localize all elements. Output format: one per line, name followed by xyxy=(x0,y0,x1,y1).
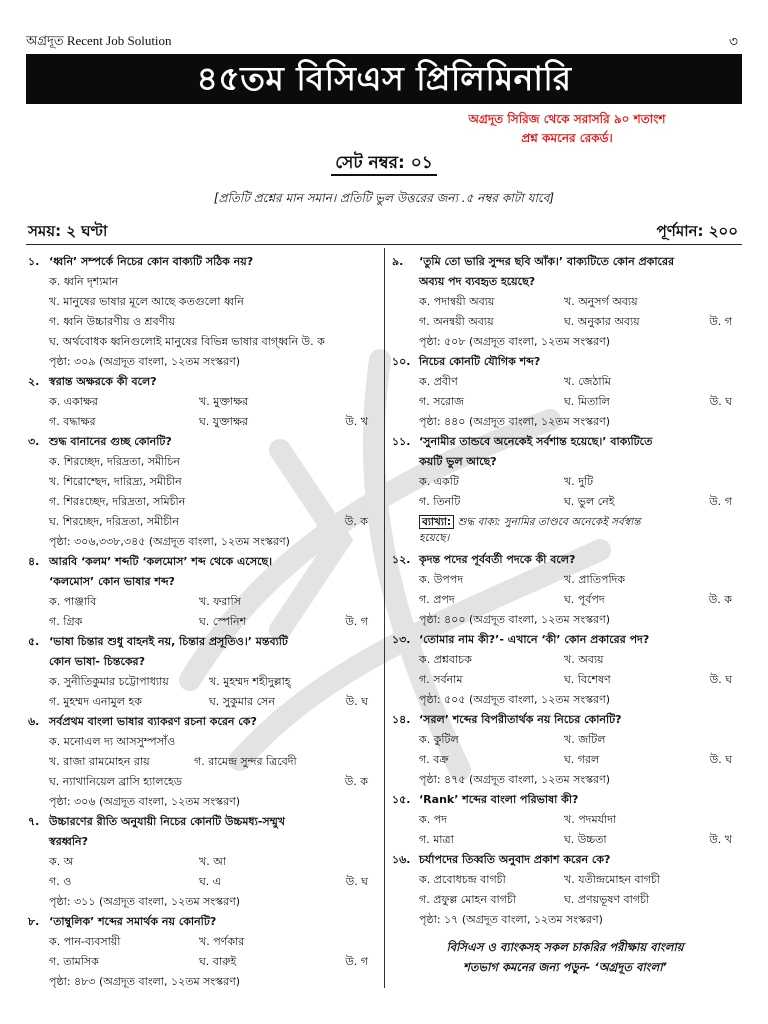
right-column xyxy=(392,252,738,930)
question-number: ১২. xyxy=(392,553,411,566)
page-reference: পৃষ্ঠা: ৪৮৩ (অগ্রদূত বাংলা, ১২তম সংস্করণ) xyxy=(49,975,241,988)
set-number xyxy=(0,150,768,178)
option: গ. তিনটি xyxy=(419,495,461,508)
option: গ. ও xyxy=(49,875,72,888)
question-number: ২. xyxy=(28,375,40,388)
question-text: শুদ্ধ বানানের গুচ্ছ কোনটি? xyxy=(49,435,172,448)
question-9 xyxy=(392,252,738,352)
option: ক. উপপদ xyxy=(419,573,463,586)
question-text: কয়টি ভুল আছে? xyxy=(419,455,497,468)
question-text: ‘ভাষা চিন্তার শুধু বাহনই নয়, চিন্তার প্রসূতিও।’ মন্তব্যটি xyxy=(49,635,288,648)
option: ক. পদান্বয়ী অব্যয় xyxy=(419,295,495,308)
left-column xyxy=(28,252,374,992)
promo-line-2: শতভাগ কমনের জন্য পড়ুন- ‘অগ্রদূত বাংলা’ xyxy=(463,960,667,974)
option: ঘ. গরল xyxy=(564,753,600,766)
page-reference: পৃষ্ঠা: ৫০৫ (অগ্রদূত বাংলা, ১২তম সংস্করণ) xyxy=(419,693,611,706)
question-text: কোন ভাষা- চিন্তকের? xyxy=(49,655,145,668)
promo-line-1: বিসিএস ও ব্যাংকসহ সকল চাকরির পরীক্ষায় বাংলায় xyxy=(446,940,684,954)
page-reference: পৃষ্ঠা: ৩১১ (অগ্রদূত বাংলা, ১২তম সংস্করণ) xyxy=(49,895,241,908)
question-7 xyxy=(28,812,374,912)
question-8 xyxy=(28,912,374,992)
option: খ. অনুসর্গ অব্যয় xyxy=(564,295,638,308)
answer: উ. গ xyxy=(709,495,732,508)
question-text: ‘সুনামীর তান্ডবে অনেকেই সর্বশান্ত হয়েছে।’ বাক্যটিতে xyxy=(419,435,653,448)
option: গ. ধ্বনি উচ্চারণীয় ও শ্রবণীয় xyxy=(49,315,175,328)
question-number: ৪. xyxy=(28,555,40,568)
question-14 xyxy=(392,710,738,790)
question-12 xyxy=(392,550,738,630)
answer: উ. ঘ xyxy=(345,875,368,888)
question-text: ‘তাম্বুলিক’ শব্দের সমার্থক নয় কোনটি? xyxy=(49,915,217,928)
option: গ. প্রফুল্ল মোহন বাগচী xyxy=(419,893,516,906)
question-text: ‘Rank’ শব্দের বাংলা পরিভাষা কী? xyxy=(419,793,579,806)
question-number: ৫. xyxy=(28,635,40,648)
option: গ. সরোজ xyxy=(419,395,464,408)
explanation-text: শুদ্ধ বাক্য: সুনামির তাণ্ডবে অনেকেই সর্বস্বান্ত xyxy=(457,516,641,528)
option: গ. সর্বনাম xyxy=(419,673,463,686)
question-text: সর্বপ্রথম বাংলা ভাষার ব্যাকরণ রচনা করেন কে? xyxy=(49,715,257,728)
question-number: ১৫. xyxy=(392,793,411,806)
option: গ. মাত্রা xyxy=(419,833,454,846)
question-16 xyxy=(392,850,738,930)
option: গ. তামসিক xyxy=(49,955,99,968)
answer: উ. খ xyxy=(345,415,368,428)
option: ক. শিরচ্ছেদ, দরিদ্রতা, সমীচিন xyxy=(49,455,180,468)
option: ক. প্রশ্নবাচক xyxy=(419,653,472,666)
question-11 xyxy=(392,432,738,546)
page-header xyxy=(26,30,742,48)
option: ক. প্রবোধচন্দ্র বাগচী xyxy=(419,873,506,886)
option: গ. শিরঃচ্ছেদ, দরিদ্রতা, সমিচীন xyxy=(49,495,186,508)
option: গ. রামেন্দ্র সুন্দর ত্রিবেদী xyxy=(194,755,297,768)
answer: উ. ক xyxy=(708,593,732,606)
option: গ. অনন্বয়ী অব্যয় xyxy=(419,315,494,328)
question-text: উচ্চারণের রীতি অনুযায়ী নিচের কোনটি উচ্চমধ্য-সম্মুখ xyxy=(49,815,286,828)
option: খ. অব্যয় xyxy=(564,653,604,666)
option: খ. প্রাতিপদিক xyxy=(564,573,626,586)
question-number: ১১. xyxy=(392,435,411,448)
option: খ. জটিল xyxy=(564,733,606,746)
question-text: কৃদন্ত পদের পূর্ববর্তী পদকে কী বলে? xyxy=(419,553,576,566)
option: ক. পাঞ্জাবি xyxy=(49,595,97,608)
option: গ. বদ্ধাক্ষর xyxy=(49,415,96,428)
question-number: ১৬. xyxy=(392,853,411,866)
answer: উ. খ xyxy=(709,833,732,846)
option: খ. দুটি xyxy=(564,475,594,488)
question-2 xyxy=(28,372,374,432)
exam-title-banner: ৪৫তম বিসিএস প্রিলিমিনারি xyxy=(26,54,742,104)
option: ঘ. বারুই xyxy=(199,955,237,968)
question-text: নিচের কোনটি যৌগিক শব্দ? xyxy=(419,355,541,368)
set-number-text: সেট নম্বর: ০১ xyxy=(331,153,437,176)
page-reference: পৃষ্ঠা: ৪০০ (অগ্রদূত বাংলা, ১২তম সংস্করণ) xyxy=(419,613,611,626)
question-15 xyxy=(392,790,738,850)
question-number: ১৩. xyxy=(392,633,411,646)
answer: উ. ক xyxy=(344,775,368,788)
option: খ. মুক্তাক্ষর xyxy=(199,395,249,408)
question-number: ৭. xyxy=(28,815,40,828)
question-3 xyxy=(28,432,374,552)
answer: উ. গ xyxy=(345,955,368,968)
explanation-label: ব্যাখ্যা: xyxy=(419,515,454,529)
explanation xyxy=(419,514,738,546)
question-4 xyxy=(28,552,374,632)
option: ক. পদ xyxy=(419,813,447,826)
option: ক. ধ্বনি দৃশ্যমান xyxy=(49,275,119,288)
option: ঘ. অনুকার অব্যয় xyxy=(564,315,640,328)
option: ঘ. স্পেনিশ xyxy=(199,615,247,628)
option: ঘ. যুক্তাক্ষর xyxy=(199,415,248,428)
option: ক. একটি xyxy=(419,475,459,488)
option: ক. মনোএল দ্য আসসুম্পসাঁও xyxy=(49,735,176,748)
option: ক. একাক্ষর xyxy=(49,395,98,408)
column-divider xyxy=(384,248,385,988)
option: গ. গ্রিক xyxy=(49,615,83,628)
question-number: ১. xyxy=(28,255,40,268)
option: খ. পর্ণকার xyxy=(199,935,245,948)
option: গ. মুহম্মদ এনামুল হক xyxy=(49,695,142,708)
instruction: [প্রতিটি প্রশ্নের মান সমান। প্রতিটি ভুল উত্তরের জন্য .৫ নম্বর কাটা যাবে] xyxy=(213,191,555,205)
answer: উ. ঘ xyxy=(345,695,368,708)
option: ঘ. অর্থবোধক ধ্বনিগুলোই মানুষের বিভিন্ন ভাষার বাগ্‌ধ্বনি উ. ক xyxy=(49,335,325,348)
option: ঘ. শিরচ্ছেদ, দরিদ্রতা, সমীচীন xyxy=(49,515,179,528)
option: ঘ. ভুল নেই xyxy=(564,495,615,508)
option: ঘ. উচ্চতা xyxy=(564,833,607,846)
question-5 xyxy=(28,632,374,712)
page-reference: পৃষ্ঠা: ১৭ (অগ্রদূত বাংলা, ১২তম সংস্করণ) xyxy=(419,913,603,926)
option: ঘ. ন্যাথানিয়েল ব্রাসি হ্যালহেড xyxy=(49,775,182,788)
question-text: চর্যাপদের তিব্বতি অনুবাদ প্রকাশ করেন কে? xyxy=(419,853,611,866)
option: ক. প্রবীণ xyxy=(419,375,458,388)
explanation-text: হয়েছে। xyxy=(419,532,450,544)
exam-meta xyxy=(26,220,742,242)
question-text: ‘সরল’ শব্দের বিপরীতার্থক নয় নিচের কোনটি? xyxy=(419,713,622,726)
option: খ. পদমর্যাদা xyxy=(564,813,617,826)
option: খ. ফরাসি xyxy=(199,595,241,608)
question-text: অব্যয় পদ ব্যবহৃত হয়েছে? xyxy=(419,275,536,288)
question-text: স্বরধ্বনি? xyxy=(49,835,88,848)
option: খ. মানুষের ভাষার মূলে আছে কতগুলো ধ্বনি xyxy=(49,295,244,308)
page-reference: পৃষ্ঠা: ৪৭৫ (অগ্রদূত বাংলা, ১২তম সংস্করণ) xyxy=(419,773,611,786)
answer: উ. গ xyxy=(709,315,732,328)
question-number: ৮. xyxy=(28,915,40,928)
answer: উ. ঘ xyxy=(709,673,732,686)
answer: উ. ক xyxy=(344,515,368,528)
page-reference: পৃষ্ঠা: ৫০৮ (অগ্রদূত বাংলা, ১২তম সংস্করণ) xyxy=(419,335,611,348)
answer: উ. গ xyxy=(345,615,368,628)
record-note xyxy=(402,110,732,148)
option: ঘ. সুকুমার সেন xyxy=(209,695,275,708)
option: ঘ. প্রণয়ভূষণ বাগচী xyxy=(564,893,650,906)
question-number: ৩. xyxy=(28,435,40,448)
option: ক. সুনীতিকুমার চট্টোপাধ্যায় xyxy=(49,675,169,688)
exam-time: সময়: ২ ঘণ্টা xyxy=(28,222,108,240)
option: গ. বক্র xyxy=(419,753,449,766)
record-line-1: অগ্রদূত সিরিজ থেকে সরাসরি ৯০ শতাংশ xyxy=(468,112,666,126)
question-text: স্বরান্ত অক্ষরকে কী বলে? xyxy=(49,375,157,388)
question-10 xyxy=(392,352,738,432)
record-line-2: প্রশ্ন কমনের রেকর্ড। xyxy=(521,131,613,145)
question-text: ‘তুমি তো ভারি সুন্দর ছবি আঁক।’ বাক্যটিতে কোন প্রকারের xyxy=(419,255,675,268)
option: ক. পান-ব্যবসায়ী xyxy=(49,935,121,948)
page-reference: পৃষ্ঠা: ৩০৬,৩৩৮,৩৪৫ (অগ্রদূত বাংলা, ১২তম সংস্করণ) xyxy=(49,535,290,548)
header-brand: অগ্রদূত Recent Job Solution xyxy=(26,33,172,48)
page-reference: পৃষ্ঠা: ৩০৯ (অগ্রদূত বাংলা, ১২তম সংস্করণ) xyxy=(49,355,241,368)
question-number: ৯. xyxy=(392,255,404,268)
question-number: ৬. xyxy=(28,715,40,728)
page-reference: পৃষ্ঠা: ৪৪০ (অগ্রদূত বাংলা, ১২তম সংস্করণ) xyxy=(419,415,611,428)
answer: উ. ঘ xyxy=(709,753,732,766)
question-13 xyxy=(392,630,738,710)
page-number: ৩ xyxy=(728,35,738,50)
question-number: ১০. xyxy=(392,355,411,368)
option: খ. যতীন্দ্রমোহন বাগচী xyxy=(564,873,661,886)
answer: উ. ঘ xyxy=(709,395,732,408)
question-text: আরবি ‘কলম’ শব্দটি ‘কলমোস’ শব্দ থেকে এসেছে। xyxy=(49,555,273,568)
option: ক. কুটিল xyxy=(419,733,459,746)
option: ঘ. এ xyxy=(199,875,222,888)
exam-full-marks: পূর্ণমান: ২০০ xyxy=(656,222,738,240)
question-text: ‘ধ্বনি’ সম্পর্কে নিচের কোন বাক্যটি সঠিক নয়? xyxy=(49,255,254,268)
option: খ. মুহম্মদ শহীদুল্লাহ্ xyxy=(209,675,291,688)
page-reference: পৃষ্ঠা: ৩০৬ (অগ্রদূত বাংলা, ১২তম সংস্করণ) xyxy=(49,795,241,808)
option: গ. প্রপদ xyxy=(419,593,455,606)
option: ক. অ xyxy=(49,855,74,868)
promo-footer xyxy=(392,937,738,977)
option: ঘ. বিশেষণ xyxy=(564,673,611,686)
question-text: ‘তোমার নাম কী?’- এখানে ‘কী’ কোন প্রকারের পদ? xyxy=(419,633,650,646)
option: খ. জেঠামি xyxy=(564,375,611,388)
header-rule xyxy=(26,244,742,245)
question-number: ১৪. xyxy=(392,713,411,726)
option: ঘ. পূর্বপদ xyxy=(564,593,605,606)
option: ঘ. মিতালি xyxy=(564,395,610,408)
question-text: ‘কলমোস’ কোন ভাষার শব্দ? xyxy=(49,575,175,588)
option: খ. শিরোশ্ছেদ, দারিদ্র্য, সমীচীন xyxy=(49,475,182,488)
option: খ. রাজা রামমোহন রায় xyxy=(49,755,150,768)
option: খ. আ xyxy=(199,855,227,868)
question-1 xyxy=(28,252,374,372)
question-6 xyxy=(28,712,374,812)
